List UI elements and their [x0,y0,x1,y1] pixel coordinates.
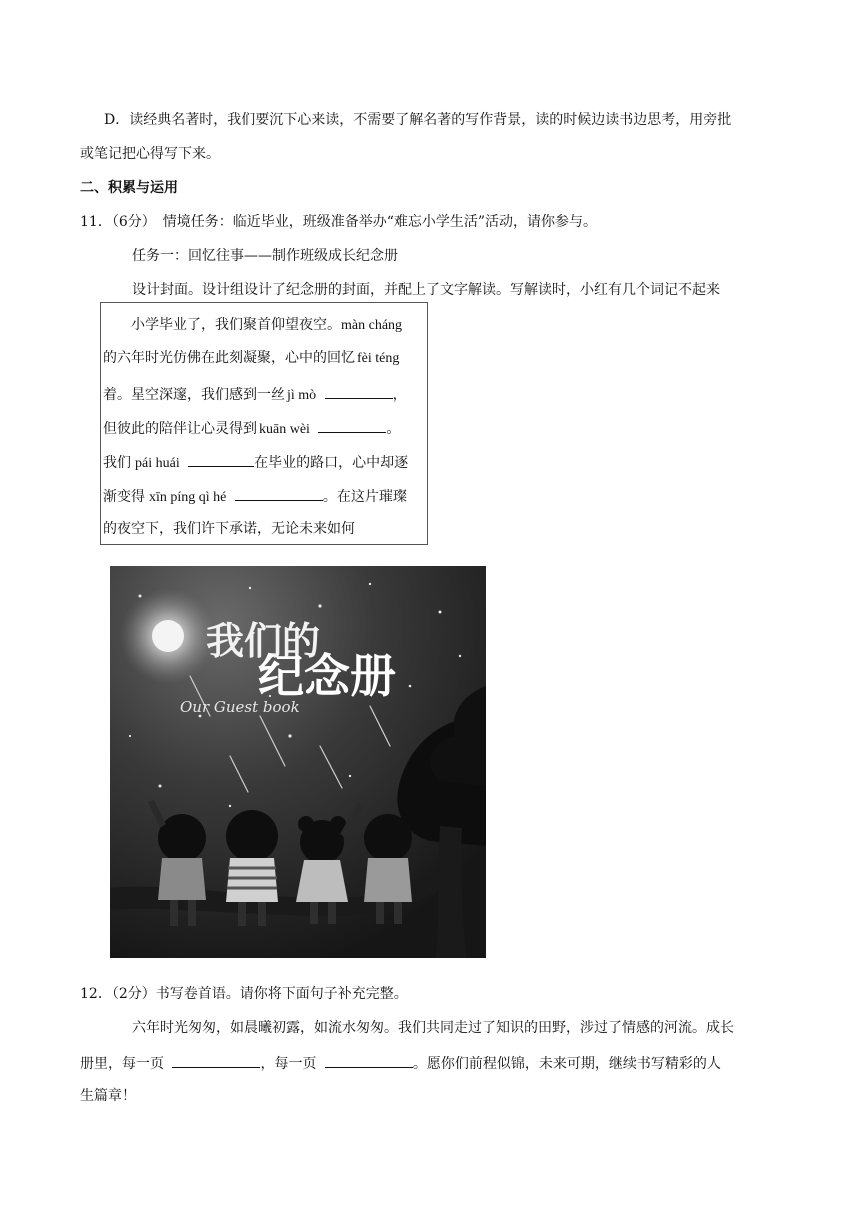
passage-text: 着。星空深邃，我们感到一丝 [103,387,285,403]
passage-line-3 [103,383,407,406]
moon [152,620,184,652]
passage-text: ， [392,387,407,403]
passage-line-4 [103,417,400,440]
cover-illustration [110,566,486,958]
passage-line-5 [103,451,408,474]
passage-text: 。在这片璀璨 [322,489,407,505]
passage-line-6 [103,485,407,508]
answer-blank-q12-1[interactable] [172,1052,260,1068]
pinyin-ji-mo: jì mò [287,388,317,403]
pinyin-fei-teng: fèi téng [357,351,400,366]
passage-text: 在毕业的路口，心中却逐 [254,455,409,471]
passage-text: 但彼此的陪伴让心灵得到 [103,421,257,437]
pinyin-man-chang: màn cháng [341,318,403,333]
pinyin-kuan-wei: kuān wèi [259,422,310,437]
cover-title-line1: 我们的 [206,619,321,663]
answer-blank-kuan-wei[interactable] [318,417,386,433]
q12-text: 册里，每一页 [80,1056,164,1072]
pinyin-xin-ping-qi-he: xīn píng qì hé [149,490,227,505]
cover-title-line2: 纪念册 [258,649,396,703]
passage-text: 的夜空下，我们许下承诺，无论未来如何 [103,521,355,537]
passage-line-7 [103,519,355,539]
option-d-line1: D．读经典名著时，我们要沉下心来读，不需要了解名著的写作背景，读的时候边读书边思考，用旁批 [104,112,732,128]
passage-box [100,302,428,545]
answer-blank-pai-huai[interactable] [188,451,254,467]
answer-blank-xin-ping-qi-he[interactable] [235,485,323,501]
q12-para3: 生篇章！ [80,1088,136,1104]
q12-para1: 六年时光匆匆，如晨曦初露，如流水匆匆。我们共同走过了知识的田野，涉过了情感的河流。成长 [104,1020,734,1036]
passage-text: 。 [386,421,401,437]
q11-stem: 11．（6分） 情境任务：临近毕业，班级准备举办“难忘小学生活”活动，请你参与。 [80,214,598,230]
cover-subtitle: Our Guest book [180,698,300,716]
memorial-book-cover-image [110,566,486,958]
q12-text: ，每一页 [260,1056,317,1072]
passage-text: 小学毕业了，我们聚首仰望夜空。 [103,317,341,333]
q11-task: 任务一：回忆往事——制作班级成长纪念册 [132,248,398,264]
passage-line-2 [103,348,399,369]
answer-blank-ji-mo[interactable] [325,383,393,399]
passage-text: 我们 [103,455,131,471]
q12-text: 。愿你们前程似锦，未来可期，继续书写精彩的人 [412,1056,721,1072]
q11-intro: 设计封面。设计组设计了纪念册的封面，并配上了文字解读。写解读时，小红有几个词记不起来 [132,282,720,298]
section-heading: 二、积累与运用 [80,180,178,196]
q12-stem: 12．（2分）书写卷首语。请你将下面句子补充完整。 [80,986,408,1002]
pinyin-pai-huai: pái huái [135,456,180,471]
option-d-line2: 或笔记把心得写下来。 [80,146,220,162]
passage-text: 的六年时光仿佛在此刻凝聚，心中的回忆 [103,350,355,366]
q12-para2 [80,1052,721,1074]
answer-blank-q12-2[interactable] [325,1052,413,1068]
passage-text: 渐变得 [103,489,145,505]
passage-line-1 [103,315,402,336]
